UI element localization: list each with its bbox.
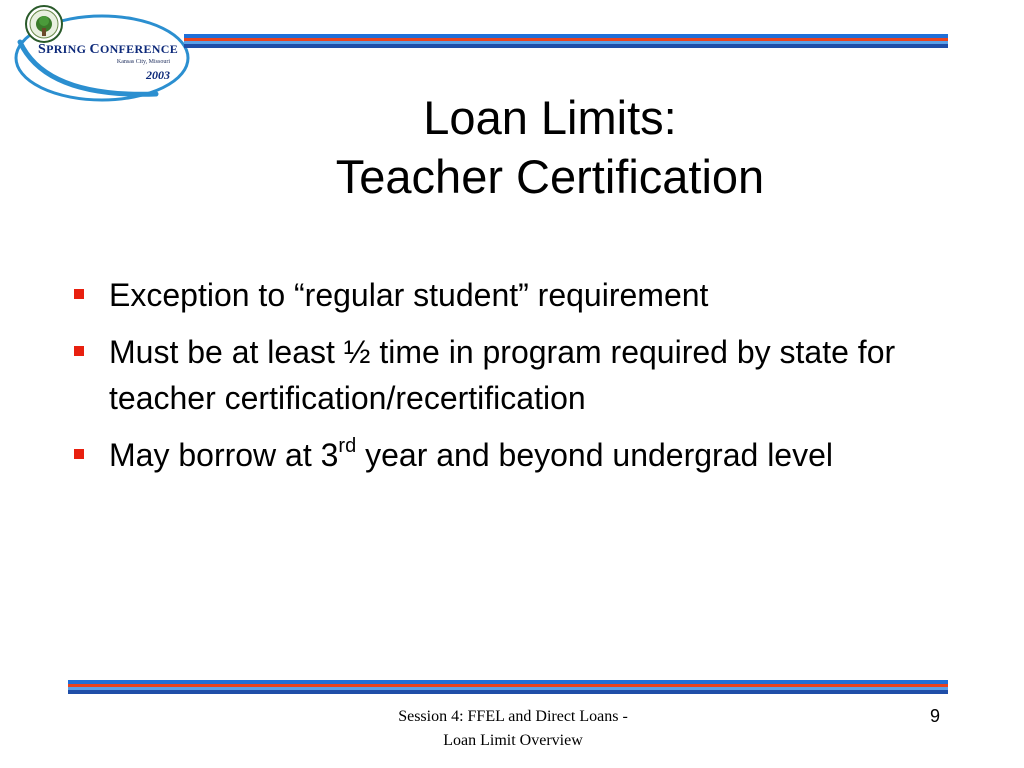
bullet-superscript: rd (338, 435, 357, 457)
header-stripe-bar (184, 34, 948, 48)
bullet-text-before: May borrow at 3 (109, 437, 339, 473)
bullet-text: Exception to “regular student” requirement (109, 277, 709, 313)
slide-title-line-2: Teacher Certification (335, 150, 765, 203)
slide-title-line-1: Loan Limits: (423, 91, 677, 144)
bullet-item (72, 329, 952, 421)
bullet-list (72, 272, 952, 489)
bullet-item (72, 432, 952, 478)
square-bullet-icon (74, 346, 84, 356)
footer-line-1: Session 4: FFEL and Direct Loans - (398, 708, 628, 725)
footer-caption (320, 705, 706, 753)
bullet-item (72, 272, 952, 318)
logo-year: 2003 (146, 68, 170, 82)
page-number: 9 (929, 706, 940, 726)
logo-location: Kansas City, Missouri (116, 59, 170, 65)
footer-line-2: Loan Limit Overview (443, 732, 583, 749)
footer-stripe-bar (68, 680, 948, 694)
square-bullet-icon (74, 289, 84, 299)
slide-title (150, 88, 950, 206)
bullet-text: Must be at least ½ time in program required by state for teacher certification/recertification (109, 334, 896, 416)
bullet-text-after: year and beyond undergrad level (356, 437, 833, 473)
logo-title: SPRING CONFERENCE (37, 42, 178, 57)
square-bullet-icon (74, 449, 84, 459)
